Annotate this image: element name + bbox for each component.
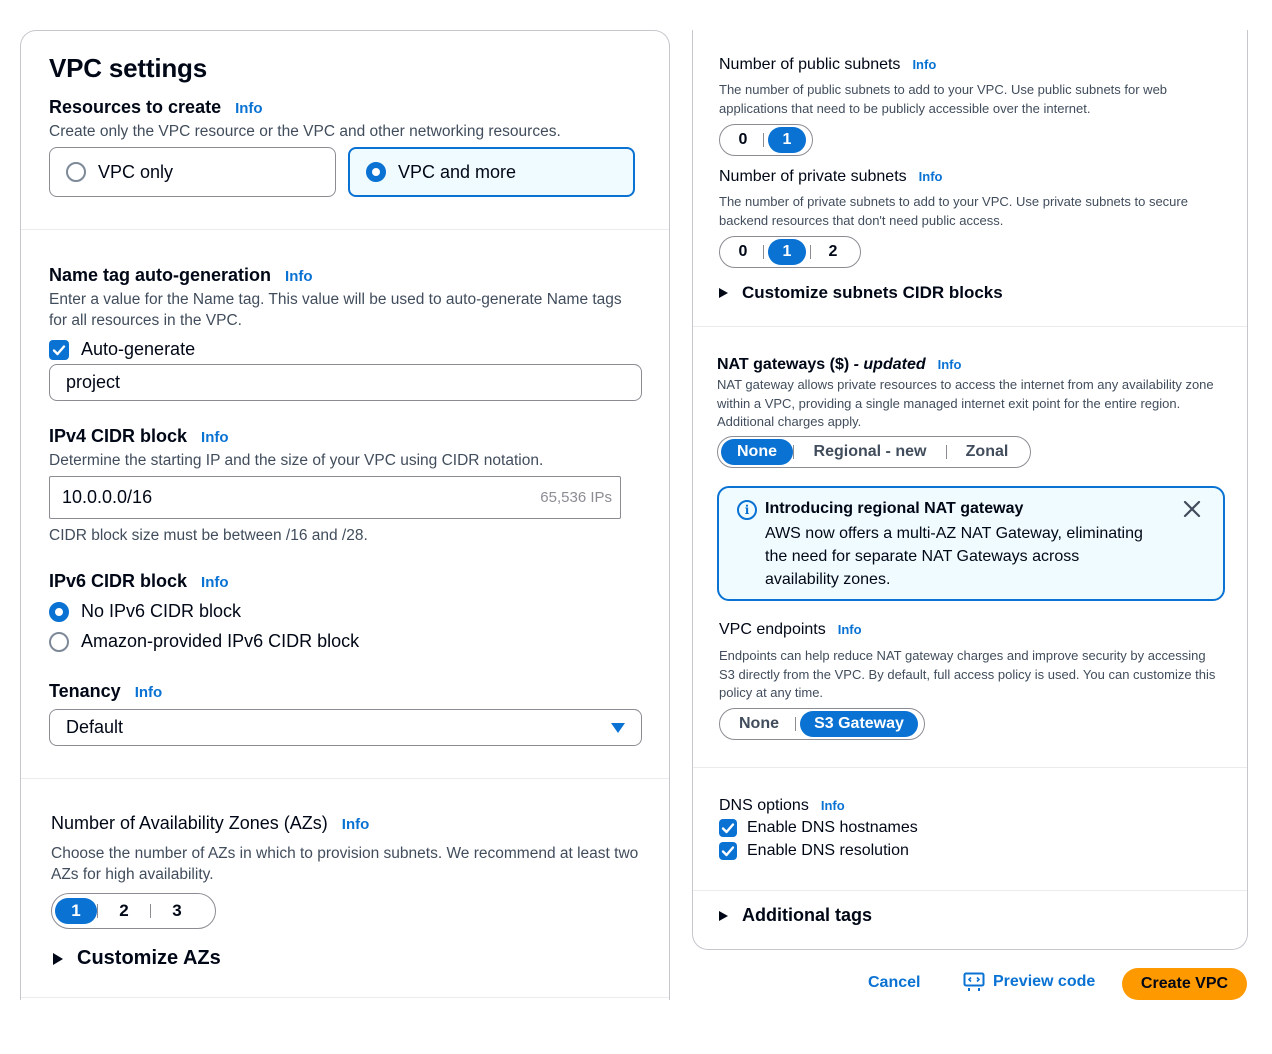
nat-label-text: NAT gateways ($) [717, 356, 850, 373]
nat-option-regional[interactable]: Regional - new [813, 443, 927, 460]
caret-down-icon [611, 723, 625, 733]
divider [693, 890, 1247, 891]
dns-hostnames-label: Enable DNS hostnames [747, 819, 918, 836]
endpoints-info-link[interactable]: Info [837, 622, 862, 637]
ipv4-cidr-value: 10.0.0.0/16 [62, 487, 153, 507]
radio-amazon-ipv6-label: Amazon-provided IPv6 CIDR block [81, 631, 360, 651]
ipv4-cidr-input[interactable] [49, 476, 621, 519]
private-subnets-option-1[interactable]: 1 [768, 239, 806, 265]
public-subnets-label-text: Number of public subnets [719, 56, 901, 73]
radio-vpc-only[interactable] [66, 162, 86, 182]
dns-resolution-label: Enable DNS resolution [747, 842, 909, 859]
customize-azs-label: Customize AZs [77, 947, 221, 969]
nametag-label-text: Name tag auto-generation [49, 265, 272, 285]
check-icon [52, 343, 66, 357]
public-subnets-label [719, 56, 936, 74]
ipv6-info-link[interactable]: Info [201, 574, 229, 591]
nat-option-zonal[interactable]: Zonal [965, 443, 1009, 460]
tile-vpc-only-label: VPC only [98, 161, 174, 182]
ipv4-label [49, 426, 229, 447]
public-subnets-desc: The number of public subnets to add to your VPC. Use public subnets for web applications that need to be publicly accessible over the internet. [719, 82, 1168, 116]
dns-resolution-checkbox-row[interactable] [719, 842, 909, 860]
caret-right-icon [719, 911, 728, 921]
tenancy-label [49, 681, 162, 702]
divider [693, 326, 1247, 327]
ipv4-label-text: IPv4 CIDR block [49, 426, 188, 446]
resources-label-text: Resources to create [49, 97, 222, 117]
endpoints-label [719, 621, 862, 639]
tile-vpc-only[interactable] [49, 147, 336, 197]
customize-azs-expander[interactable] [53, 947, 221, 970]
nat-segmented[interactable] [717, 436, 1031, 468]
preview-code-icon [963, 972, 985, 992]
public-subnets-info-link[interactable]: Info [912, 57, 937, 72]
ipv6-label [49, 571, 229, 592]
azs-segmented[interactable] [51, 893, 216, 929]
caret-right-icon [719, 288, 728, 298]
private-subnets-option-0[interactable]: 0 [738, 243, 748, 260]
azs-info-link[interactable]: Info [341, 816, 370, 833]
auto-generate-label: Auto-generate [81, 339, 196, 359]
alert-title: Introducing regional NAT gateway [765, 500, 1024, 517]
radio-vpc-and-more[interactable] [366, 162, 386, 182]
radio-no-ipv6[interactable] [49, 601, 241, 622]
auto-generate-checkbox-row[interactable] [49, 339, 195, 360]
additional-tags-expander[interactable] [719, 905, 872, 926]
tile-vpc-and-more[interactable] [348, 147, 635, 197]
azs-desc: Choose the number of AZs in which to provision subnets. We recommend at least two AZs for high availability. [51, 845, 639, 883]
nat-info-link[interactable]: Info [937, 357, 962, 372]
nat-label-suffix: - updated [849, 356, 926, 373]
ipv4-ip-count: 65,536 IPs [540, 489, 612, 506]
azs-option-3[interactable]: 3 [172, 901, 182, 920]
private-subnets-desc: The number of private subnets to add to your VPC. Use private subnets to secure backend resources that don't need public access. [719, 194, 1188, 228]
public-subnets-option-1[interactable]: 1 [768, 127, 806, 153]
divider [693, 767, 1247, 768]
segment-separator [795, 717, 796, 731]
nametag-label [49, 265, 313, 286]
private-subnets-label-text: Number of private subnets [719, 168, 907, 185]
private-subnets-segmented[interactable] [719, 236, 861, 268]
tenancy-label-text: Tenancy [49, 681, 121, 701]
private-subnets-label [719, 168, 942, 186]
customize-subnets-expander[interactable] [719, 283, 1003, 303]
regional-nat-alert [717, 486, 1225, 601]
tenancy-value: Default [66, 717, 124, 737]
subnets-panel [692, 30, 1248, 950]
segment-separator [763, 245, 764, 259]
additional-tags-label: Additional tags [742, 905, 872, 925]
vpc-settings-panel [20, 30, 670, 1000]
endpoints-desc: Endpoints can help reduce NAT gateway charges and improve security by accessing S3 directly from the VPC. By default, full access policy is used. You can customize this policy at any time. [719, 648, 1216, 700]
azs-option-1[interactable]: 1 [55, 898, 97, 924]
radio-no-ipv6-label: No IPv6 CIDR block [81, 601, 242, 621]
cancel-button[interactable]: Cancel [868, 974, 921, 991]
close-icon[interactable] [1181, 498, 1203, 520]
tenancy-info-link[interactable]: Info [134, 684, 163, 701]
public-subnets-segmented[interactable] [719, 124, 813, 156]
ipv4-info-link[interactable]: Info [201, 429, 229, 446]
info-circle-icon: i [737, 500, 757, 520]
endpoints-option-s3[interactable]: S3 Gateway [800, 711, 918, 737]
preview-code-button[interactable] [963, 972, 1095, 992]
radio-no-ipv6-button[interactable] [49, 602, 69, 622]
ipv4-desc: Determine the starting IP and the size of your VPC using CIDR notation. [49, 452, 544, 469]
resources-label [49, 97, 263, 118]
nametag-info-link[interactable]: Info [285, 268, 313, 285]
tenancy-select[interactable] [49, 709, 642, 746]
name-tag-input[interactable] [49, 364, 642, 401]
resources-info-link[interactable]: Info [235, 100, 263, 117]
preview-code-label: Preview code [993, 973, 1096, 990]
auto-generate-checkbox[interactable] [49, 340, 69, 360]
endpoints-segmented[interactable] [719, 708, 925, 740]
check-icon [721, 821, 735, 835]
name-tag-value: project [66, 372, 121, 392]
endpoints-label-text: VPC endpoints [719, 621, 826, 638]
azs-label-text: Number of Availability Zones (AZs) [51, 813, 328, 833]
private-subnets-info-link[interactable]: Info [918, 169, 943, 184]
endpoints-option-none[interactable]: None [739, 715, 779, 732]
dns-info-link[interactable]: Info [820, 798, 845, 813]
radio-amazon-ipv6[interactable] [49, 631, 359, 652]
alert-body: AWS now offers a multi-AZ NAT Gateway, eliminating the need for separate NAT Gateways across availability zones. [765, 525, 1143, 588]
dns-hostnames-checkbox[interactable] [719, 819, 737, 837]
ipv6-label-text: IPv6 CIDR block [49, 571, 188, 591]
customize-subnets-label: Customize subnets CIDR blocks [742, 283, 1003, 302]
nat-option-none[interactable]: None [721, 439, 793, 465]
create-vpc-button[interactable]: Create VPC [1122, 968, 1247, 1000]
tile-vpc-and-more-label: VPC and more [398, 161, 517, 182]
nat-label [717, 356, 961, 374]
dns-label [719, 797, 845, 815]
dns-hostnames-checkbox-row[interactable] [719, 819, 918, 837]
nat-desc: NAT gateway allows private resources to access the internet from any availability zone within a VPC, providing a single managed internet exit point for the entire region. Additional charges apply. [717, 377, 1214, 429]
panel-title: VPC settings [49, 53, 207, 83]
azs-label [51, 813, 369, 834]
divider [21, 778, 669, 779]
segment-separator [763, 133, 764, 147]
radio-amazon-ipv6-button[interactable] [49, 632, 69, 652]
private-subnets-option-2[interactable]: 2 [828, 243, 838, 260]
dns-resolution-checkbox[interactable] [719, 842, 737, 860]
nametag-desc: Enter a value for the Name tag. This value will be used to auto-generate Name tags for all resources in the VPC. [49, 291, 622, 329]
caret-right-icon [53, 953, 63, 965]
divider [21, 229, 669, 230]
check-icon [721, 844, 735, 858]
ipv4-hint: CIDR block size must be between /16 and /28. [49, 527, 368, 544]
divider [21, 997, 669, 998]
dns-label-text: DNS options [719, 797, 809, 814]
azs-option-2[interactable]: 2 [119, 901, 129, 920]
public-subnets-option-0[interactable]: 0 [738, 131, 748, 148]
resources-desc: Create only the VPC resource or the VPC and other networking resources. [49, 123, 561, 140]
